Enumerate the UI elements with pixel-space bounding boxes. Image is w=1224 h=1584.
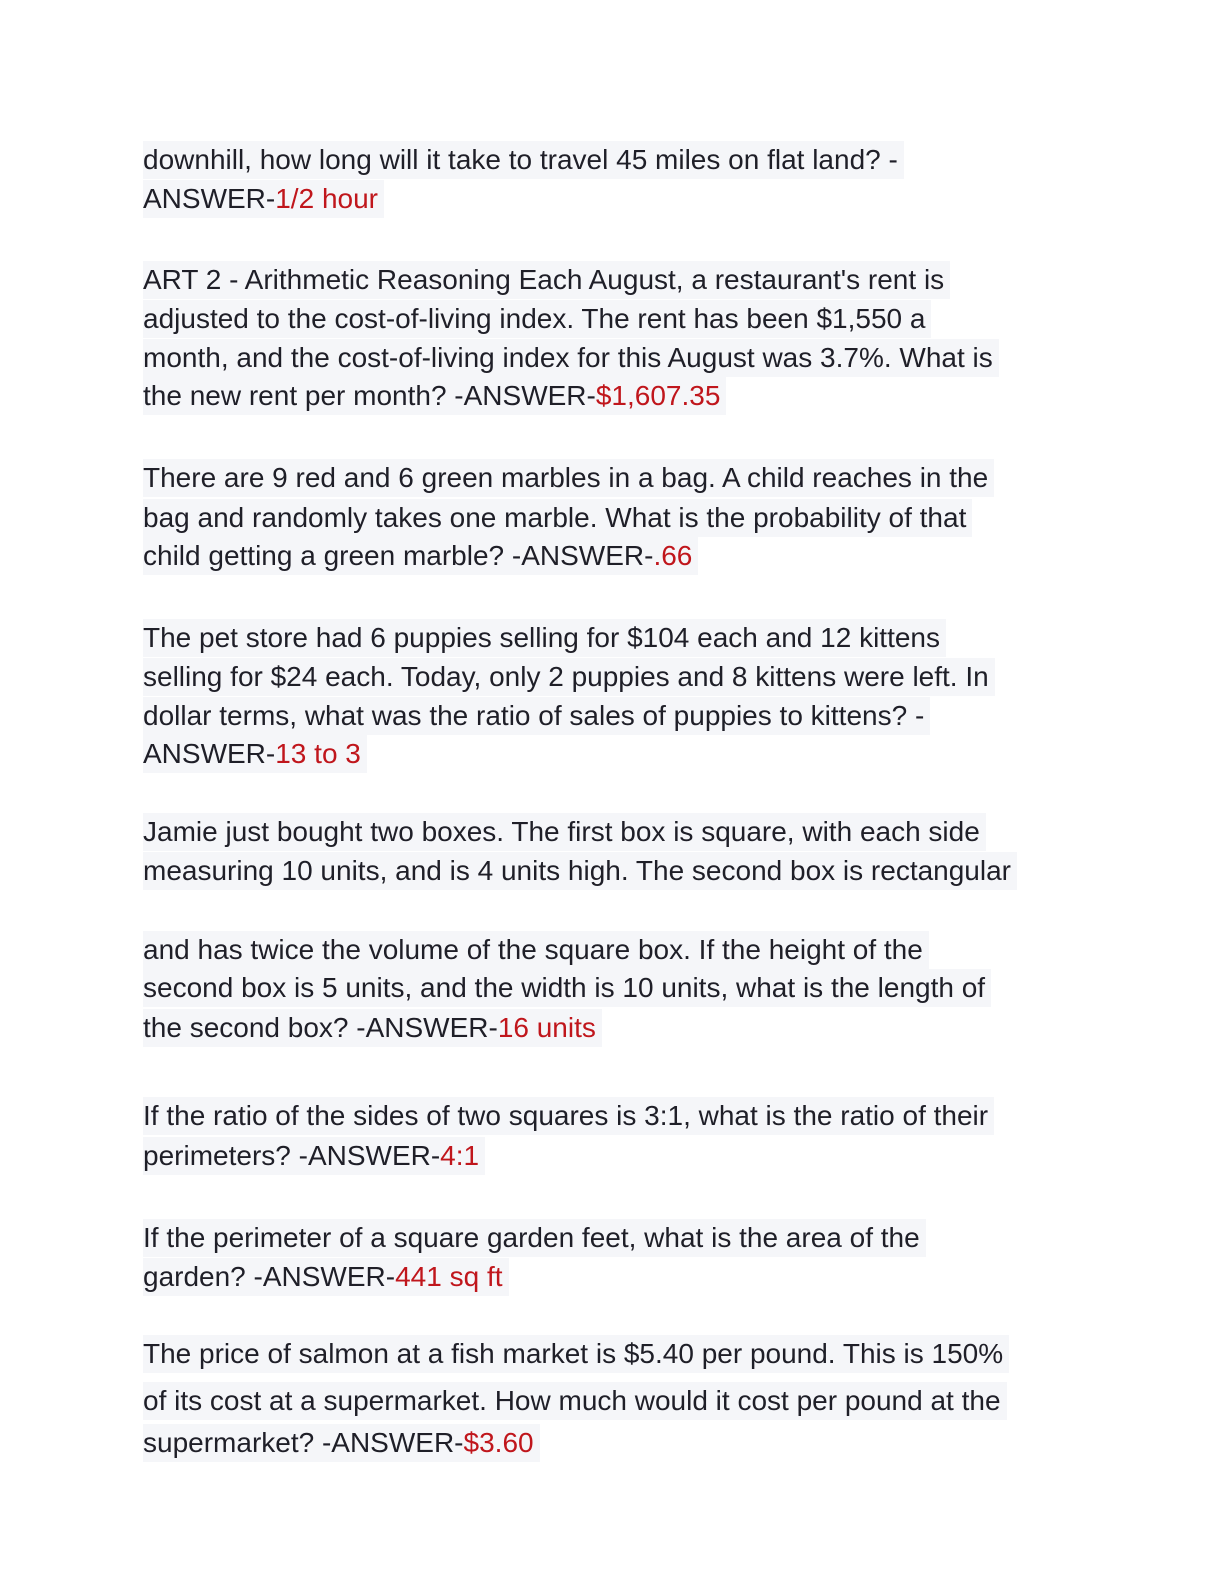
- question-text: selling for $24 each. Today, only 2 puppies and 8 kittens were left. In: [143, 661, 989, 692]
- answer-text: $3.60: [463, 1427, 534, 1458]
- text-line: [143, 1382, 1007, 1420]
- answer-text: 13 to 3: [275, 738, 361, 769]
- question-text: adjusted to the cost-of-living index. The rent has been $1,550 a: [143, 303, 926, 334]
- question-text: ART 2 - Arithmetic Reasoning Each August, a restaurant's rent is: [143, 264, 945, 295]
- text-line: [143, 1335, 1009, 1373]
- text-line: [143, 852, 1017, 890]
- answer-text: 16 units: [497, 1012, 596, 1043]
- answer-prefix: perimeters? -ANSWER-: [143, 1140, 441, 1171]
- question-text: measuring 10 units, and is 4 units high. The second box is rectangular: [143, 855, 1011, 886]
- text-line: [143, 459, 994, 497]
- text-line: [143, 141, 904, 179]
- answer-text: .66: [653, 540, 693, 571]
- text-line: [143, 1137, 485, 1175]
- answer-prefix: child getting a green marble? -ANSWER-: [143, 540, 654, 571]
- text-line: [143, 697, 930, 735]
- text-line: [143, 658, 995, 696]
- question-text: Jamie just bought two boxes. The first box is square, with each side: [143, 816, 980, 847]
- question-text: There are 9 red and 6 green marbles in a bag. A child reaches in the: [143, 462, 989, 493]
- text-line: [143, 813, 986, 851]
- question-text: If the ratio of the sides of two squares is 3:1, what is the ratio of their: [143, 1100, 989, 1131]
- answer-text: $1,607.35: [595, 380, 721, 411]
- answer-prefix: the second box? -ANSWER-: [143, 1012, 498, 1043]
- text-line: [143, 499, 972, 537]
- text-line: [143, 1424, 540, 1462]
- question-text: of its cost at a supermarket. How much would it cost per pound at the: [143, 1385, 1001, 1416]
- question-text: downhill, how long will it take to travel 45 miles on flat land? -: [143, 144, 898, 175]
- question-text: If the perimeter of a square garden feet, what is the area of the: [143, 1222, 920, 1253]
- text-line: [143, 537, 698, 575]
- text-line: [143, 1219, 926, 1257]
- text-line: [143, 931, 929, 969]
- text-line: [143, 969, 991, 1007]
- text-line: [143, 339, 999, 377]
- text-line: [143, 377, 726, 415]
- question-text: dollar terms, what was the ratio of sales of puppies to kittens? -: [143, 700, 925, 731]
- answer-prefix: the new rent per month? -ANSWER-: [143, 380, 596, 411]
- answer-prefix: garden? -ANSWER-: [143, 1261, 396, 1292]
- text-line: [143, 1097, 994, 1135]
- text-line: [143, 735, 367, 773]
- answer-prefix: supermarket? -ANSWER-: [143, 1427, 464, 1458]
- text-line: [143, 619, 946, 657]
- question-text: The price of salmon at a fish market is $5.40 per pound. This is 150%: [143, 1338, 1004, 1369]
- text-line: [143, 1009, 602, 1047]
- answer-prefix: ANSWER-: [143, 738, 276, 769]
- question-text: and has twice the volume of the square box. If the height of the: [143, 934, 923, 965]
- answer-prefix: ANSWER-: [143, 183, 276, 214]
- text-line: [143, 261, 950, 299]
- text-line: [143, 1258, 509, 1296]
- text-line: [143, 300, 931, 338]
- question-text: The pet store had 6 puppies selling for $104 each and 12 kittens: [143, 622, 940, 653]
- answer-text: 4:1: [440, 1140, 480, 1171]
- question-text: month, and the cost-of-living index for this August was 3.7%. What is: [143, 342, 993, 373]
- question-text: bag and randomly takes one marble. What is the probability of that: [143, 502, 967, 533]
- answer-text: 441 sq ft: [395, 1261, 503, 1292]
- answer-text: 1/2 hour: [275, 183, 378, 214]
- text-line: [143, 180, 384, 218]
- question-text: second box is 5 units, and the width is 10 units, what is the length of: [143, 972, 986, 1003]
